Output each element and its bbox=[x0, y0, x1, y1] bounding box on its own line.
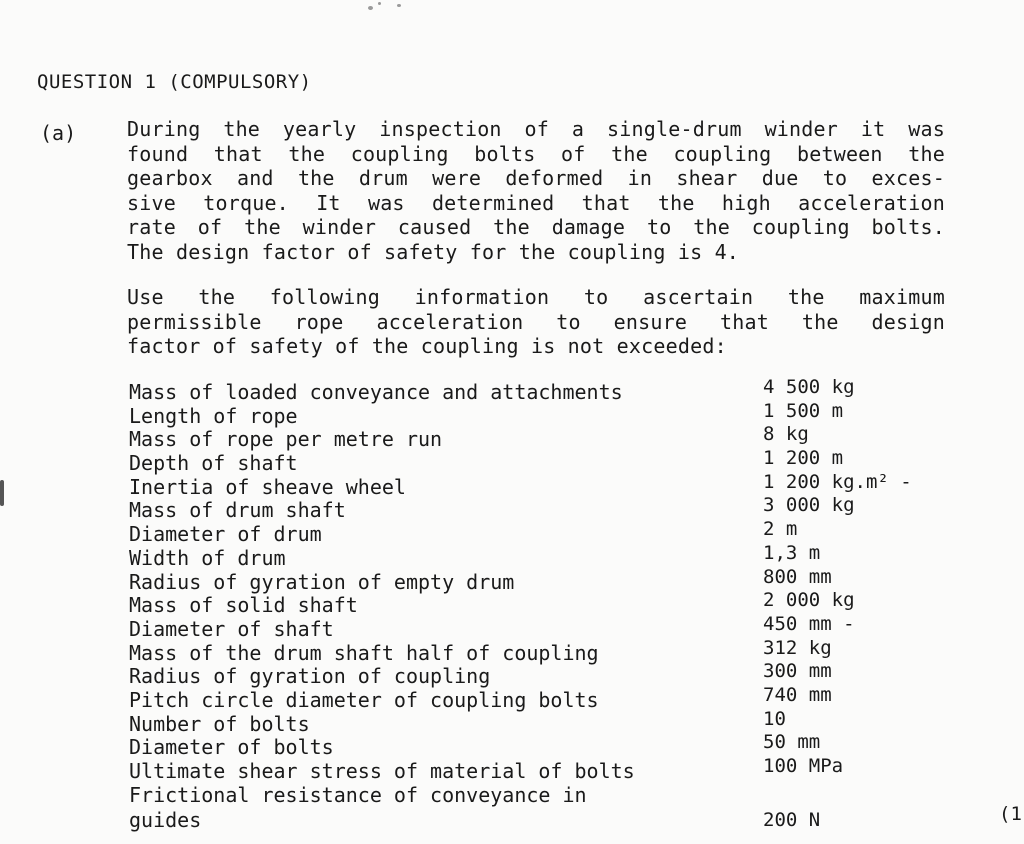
parameter-name: Depth of shaft bbox=[129, 451, 298, 476]
parameter-name: Inertia of sheave wheel bbox=[129, 474, 406, 499]
description-line: found that the coupling bolts of the coupling between the bbox=[127, 141, 945, 166]
parameter-name: Diameter of shaft bbox=[129, 616, 334, 641]
parameter-name: Mass of rope per metre run bbox=[129, 427, 443, 452]
parameter-value: 3 000 kg bbox=[763, 494, 855, 517]
parameter-name: Length of rope bbox=[129, 403, 298, 428]
part-label: (a) bbox=[40, 121, 77, 145]
parameter-value: 1 200 kg.m² - bbox=[763, 470, 912, 493]
parameter-name: Mass of the drum shaft half of coupling bbox=[129, 640, 599, 665]
parameter-value: 312 kg bbox=[763, 636, 832, 659]
parameter-value: 8 kg bbox=[763, 423, 809, 446]
parameter-name: Ultimate shear stress of material of bolts bbox=[129, 759, 635, 783]
parameter-value: 200 N bbox=[763, 808, 821, 831]
parameter-value: 10 bbox=[763, 707, 786, 730]
question-heading: QUESTION 1 (COMPULSORY) bbox=[37, 71, 312, 93]
instruction-line: factor of safety of the coupling is not exceeded: bbox=[127, 334, 727, 358]
problem-description bbox=[127, 117, 947, 264]
parameter-value: 450 mm - bbox=[763, 612, 855, 635]
parameter-value: 2 m bbox=[763, 518, 798, 541]
parameter-value: 1 500 m bbox=[763, 399, 844, 422]
parameter-value: 300 mm bbox=[763, 660, 832, 683]
parameter-name: Radius of gyration of empty drum bbox=[129, 569, 515, 594]
scan-speck bbox=[368, 6, 373, 10]
parameter-name bbox=[129, 783, 587, 833]
parameter-name: Diameter of drum bbox=[129, 522, 322, 547]
scan-speck bbox=[397, 4, 401, 7]
scan-edge-mark bbox=[0, 480, 4, 506]
scan-speck bbox=[378, 2, 381, 5]
parameter-value: 50 mm bbox=[763, 731, 821, 754]
marks-allocation: (1 bbox=[999, 803, 1022, 825]
instruction-line: permissible rope acceleration to ensure that the design bbox=[127, 309, 945, 334]
parameter-name: Mass of loaded conveyance and attachments bbox=[129, 380, 623, 404]
description-line: sive torque. It was determined that the high acceleration bbox=[127, 190, 945, 215]
parameter-name: Mass of solid shaft bbox=[129, 593, 358, 618]
parameter-value: 1,3 m bbox=[763, 541, 821, 564]
description-line: rate of the winder caused the damage to the coupling bolts. bbox=[127, 215, 945, 239]
description-line: gearbox and the drum were deformed in shear due to exces- bbox=[127, 166, 945, 190]
parameter-name-line: Frictional resistance of conveyance in bbox=[129, 782, 587, 807]
parameter-name: Diameter of bolts bbox=[129, 735, 334, 760]
instruction-paragraph bbox=[127, 285, 947, 359]
parameter-name: Radius of gyration of coupling bbox=[129, 664, 491, 689]
description-line: During the yearly inspection of a single-drum winder it was bbox=[127, 117, 945, 141]
instruction-line: Use the following information to ascertain the maximum bbox=[127, 285, 945, 309]
parameter-name: Pitch circle diameter of coupling bolts bbox=[129, 687, 599, 712]
parameter-name-line: guides bbox=[129, 807, 202, 832]
parameter-value: 800 mm bbox=[763, 565, 832, 588]
parameter-value: 2 000 kg bbox=[763, 589, 855, 612]
parameter-value: 100 MPa bbox=[763, 755, 844, 777]
parameter-value: 740 mm bbox=[763, 683, 832, 706]
parameter-name: Number of bolts bbox=[129, 711, 310, 736]
parameter-name: Mass of drum shaft bbox=[129, 498, 346, 523]
parameter-value: 4 500 kg bbox=[763, 376, 855, 398]
parameter-value: 1 200 m bbox=[763, 447, 844, 470]
parameter-name: Width of drum bbox=[129, 545, 286, 570]
description-line: The design factor of safety for the coupling is 4. bbox=[127, 239, 740, 264]
